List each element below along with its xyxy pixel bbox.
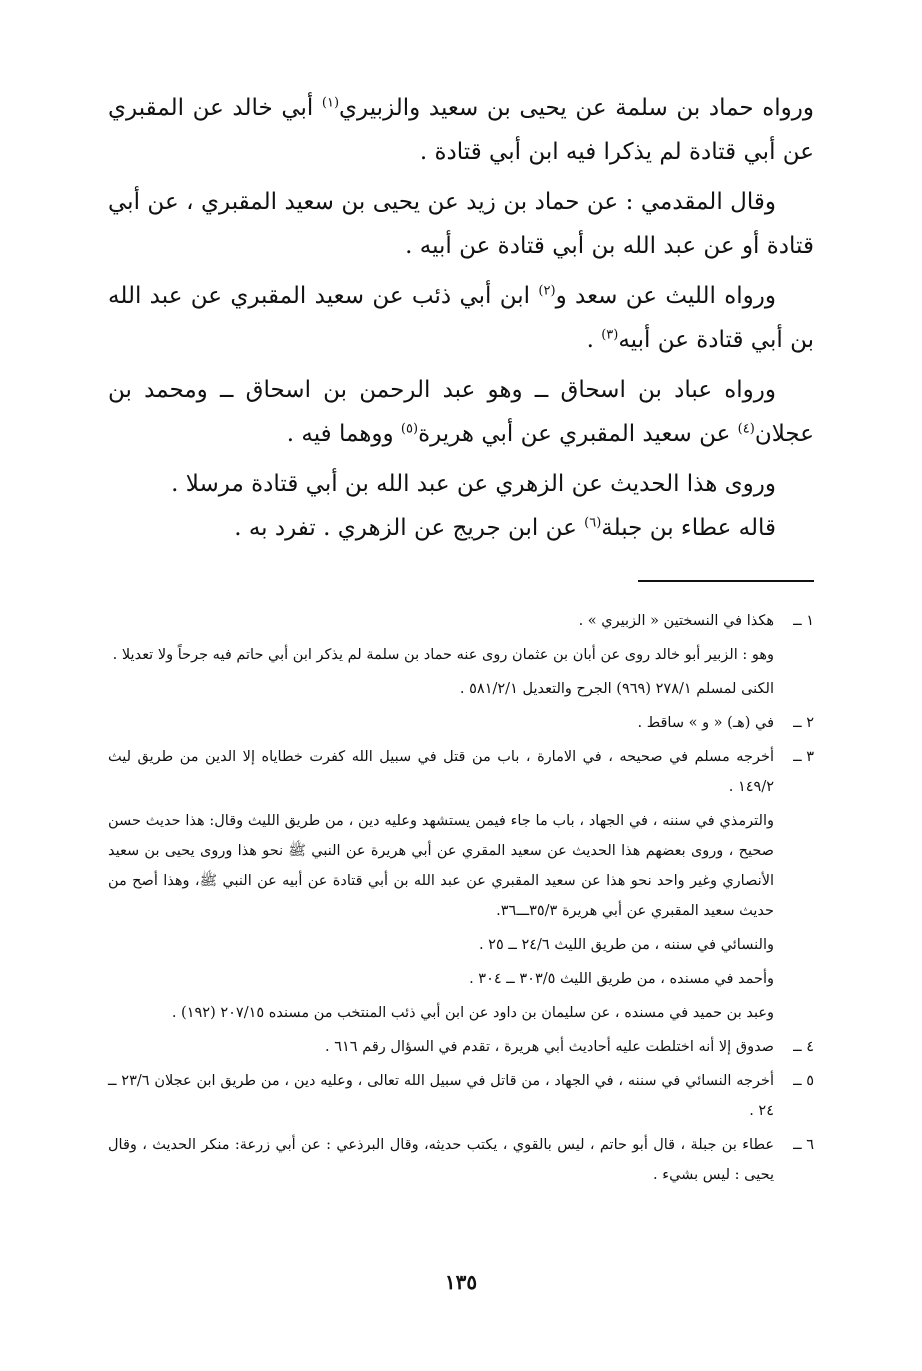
text: أبي خالد عن المقبري عن أبي قتادة لم يذكرا فيه ابن أبي قتادة . — [108, 95, 814, 165]
footnote-ref-4[interactable]: (٤) — [737, 421, 755, 437]
footnote-text: الكنى لمسلم ٢٧٨/١ (٩٦٩) الجرح والتعديل ٥٨١/٢/١ . — [459, 681, 774, 697]
footnote-number: ٦ ــ — [793, 1137, 814, 1153]
text: عن ابن جريج عن الزهري . تفرد به . — [234, 515, 585, 541]
footnote-ref-1[interactable]: (١) — [321, 95, 340, 111]
footnote-ref-6[interactable]: (٦) — [584, 515, 602, 531]
footnote-ref-3[interactable]: (٣) — [601, 327, 619, 343]
footnote-text: في (هـ) « و » ساقط . — [637, 715, 774, 731]
footnote-3 — [108, 742, 814, 1032]
footnote-text: هكذا في النسختين « الزبيري » . — [578, 613, 774, 629]
footnote-number: ٢ ــ — [793, 715, 814, 731]
footnote-text: عطاء بن جبلة ، قال أبو حاتم ، ليس بالقوي ، يكتب حديثه، وقال البرذعي : عن أبي زرعة: منكر الحديث ، وقال يحيى : ليس بشيء . — [108, 1137, 774, 1183]
footnote-6 — [108, 1130, 814, 1194]
footnote-text: والنسائي في سننه ، من طريق الليث ٢٤/٦ ــ ٢٥ . — [478, 937, 774, 953]
footnote-number: ٤ ــ — [793, 1039, 814, 1055]
footnote-ref-5[interactable]: (٥) — [400, 421, 419, 437]
footnote-body — [108, 1032, 774, 1066]
text: عن سعيد المقبري عن أبي هريرة — [418, 421, 738, 447]
text: . — [586, 327, 602, 353]
footnote-body — [108, 742, 774, 1032]
main-paragraph-5: وروى هذا الحديث عن الزهري عن عبد الله بن أبي قتادة مرسلا . — [171, 471, 776, 497]
main-paragraph-2: وقال المقدمي : عن حماد بن زيد عن يحيى بن سعيد المقبري ، عن أبي قتادة أو عن عبد الله بن أبي قتادة عن أبيه . — [108, 189, 814, 259]
footnote-body — [108, 1066, 774, 1130]
footnote-body — [108, 1130, 774, 1194]
text: ووهما فيه . — [286, 421, 401, 447]
text: ورواه الليث عن سعد و — [555, 283, 776, 309]
page-content — [108, 86, 814, 1194]
footnote-1 — [108, 606, 814, 708]
footnote-body — [108, 708, 774, 742]
footnote-separator — [638, 580, 814, 582]
footnote-number: ٣ ــ — [793, 749, 814, 765]
footnote-text: وأحمد في مسنده ، من طريق الليث ٣٠٣/٥ ــ ٣٠٤ . — [469, 971, 774, 987]
footnotes — [108, 606, 814, 1194]
footnote-text: وهو : الزبير أبو خالد روى عن أبان بن عثمان روى عنه حماد بن سلمة لم يذكر ابن أبي حاتم فيه جرحاً ولا تعديلا . — [112, 647, 774, 663]
footnote-ref-2[interactable]: (٢) — [538, 283, 556, 299]
footnote-text: وعبد بن حميد في مسنده ، عن سليمان بن داود عن ابن أبي ذئب المنتخب من مسنده ٢٠٧/١٥ (١٩٢) . — [171, 1005, 774, 1021]
text: ابن أبي ذئب عن سعيد المقبري عن عبد الله بن أبي قتادة عن أبيه — [108, 283, 814, 353]
footnote-text: أخرجه النسائي في سننه ، في الجهاد ، من قاتل في سبيل الله تعالى ، وعليه دين ، من طريق ابن عجلان ٢٣/٦ ــ ٢٤ . — [108, 1073, 774, 1119]
footnote-text: أخرجه مسلم في صحيحه ، في الامارة ، باب من قتل في سبيل الله كفرت خطاياه إلا الدين من طريق ليث ١٤٩/٢ . — [108, 749, 774, 795]
text: ورواه حماد بن سلمة عن يحيى بن سعيد والزبيري — [339, 95, 814, 121]
main-paragraph-1 — [108, 86, 814, 174]
footnote-body — [108, 606, 774, 708]
footnote-2 — [108, 708, 814, 742]
footnote-number: ١ ــ — [793, 613, 814, 629]
text: ورواه عباد بن اسحاق ــ وهو عبد الرحمن بن اسحاق ــ ومحمد بن عجلان — [108, 377, 814, 447]
footnote-text: صدوق إلا أنه اختلطت عليه أحاديث أبي هريرة ، تقدم في السؤال رقم ٦١٦ . — [325, 1039, 774, 1055]
main-paragraph-3 — [108, 274, 814, 362]
footnote-5 — [108, 1066, 814, 1130]
page-number: ١٣٥ — [444, 1270, 478, 1294]
text: قاله عطاء بن جبلة — [601, 515, 776, 541]
footnote-4 — [108, 1032, 814, 1066]
main-paragraph-6 — [108, 506, 814, 550]
main-paragraph-4 — [108, 368, 814, 456]
footnote-text: والترمذي في سننه ، في الجهاد ، باب ما جاء فيمن يستشهد وعليه دين ، من طريق الليث وقال: هذا حديث حسن صحيح ، وروى بعضهم هذا الحديث عن سعيد المقري عن أبي هريرة عن النبي ﷺ نحو هذا وروى يحيى بن سعيد الأنصاري وغير واحد نحو هذا عن سعيد المقبري عن عبد الله بن أبي قتادة عن أبيه عن النبي ﷺ، وهذا أصح من حديث سعيد المقبري عن أبي هريرة ٣٥/٣ـــ٣٦. — [108, 813, 774, 919]
footnote-number: ٥ ــ — [793, 1073, 814, 1089]
